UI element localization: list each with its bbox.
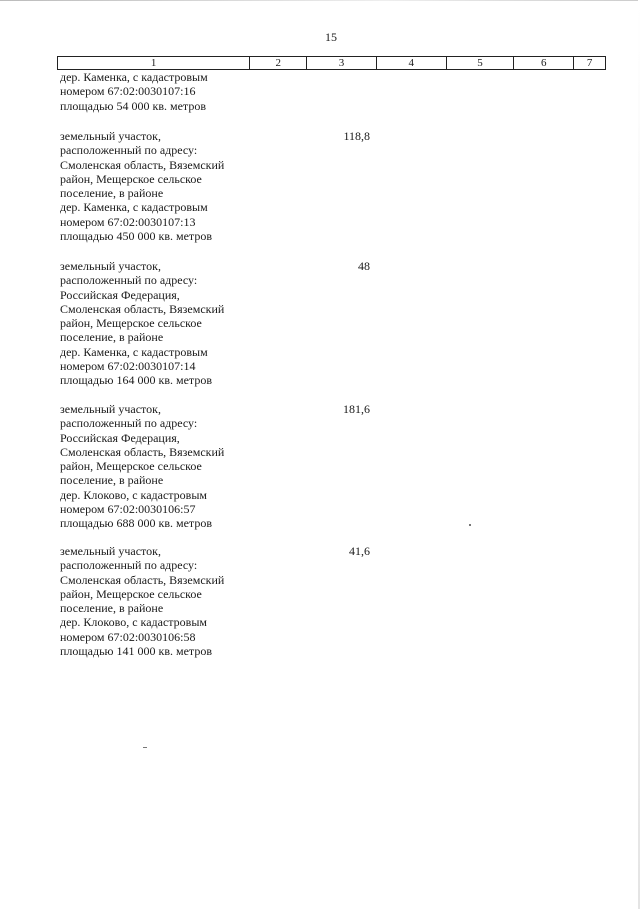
description-line: площадью 141 000 кв. метров: [60, 644, 212, 659]
description-line: дер. Каменка, с кадастровым: [60, 200, 208, 215]
land-plot-entry: [60, 544, 250, 658]
description-line: номером 67:02:0030107:13: [60, 214, 196, 229]
scan-speck: [143, 747, 147, 748]
scan-speck: [469, 524, 471, 526]
land-plot-entry: [60, 402, 250, 531]
description-line: поселение, в районе: [60, 473, 164, 488]
table-header-row: [57, 56, 606, 70]
description-line: расположенный по адресу:: [60, 273, 198, 288]
land-plot-value: 41,6: [349, 544, 370, 558]
page-number: 15: [325, 30, 337, 44]
description-line: расположенный по адресу:: [60, 143, 198, 158]
column-header-6: 6: [514, 57, 574, 69]
description-line: поселение, в районе: [60, 186, 164, 201]
column-header-5: 5: [447, 57, 515, 69]
column-header-2: 2: [250, 57, 307, 69]
description-line: площадью 450 000 кв. метров: [60, 229, 212, 244]
description-line: Смоленская область, Вяземский: [60, 572, 225, 587]
description-line: площадью 688 000 кв. метров: [60, 516, 212, 531]
description-line: дер. Каменка, с кадастровым: [60, 70, 208, 84]
column-header-7: 7: [586, 57, 593, 69]
description-line: номером 67:02:0030106:58: [60, 629, 196, 644]
description-line: поселение, в районе: [60, 330, 164, 345]
description-line: номером 67:02:0030107:14: [60, 359, 196, 374]
land-plot-value: 48: [358, 259, 370, 273]
column-header-4: 4: [377, 57, 447, 69]
continuation-entry: [60, 70, 250, 113]
description-line: Смоленская область, Вяземский: [60, 301, 225, 316]
description-line: Российская Федерация,: [60, 287, 180, 302]
description-line: номером 67:02:0030106:57: [60, 502, 196, 517]
land-plot-description: [60, 544, 250, 658]
description-line: номером 67:02:0030107:16: [60, 84, 196, 99]
description-line: дер. Каменка, с кадастровым: [60, 344, 208, 359]
description-line: Смоленская область, Вяземский: [60, 444, 225, 459]
land-plot-entry: [60, 129, 250, 243]
description-line: расположенный по адресу:: [60, 416, 198, 431]
description-line: дер. Клоково, с кадастровым: [60, 487, 207, 502]
description-line: поселение, в районе: [60, 601, 164, 616]
description-line: земельный участок,: [60, 259, 161, 273]
land-plot-value: 181,6: [343, 402, 370, 416]
description-line: район, Мещерское сельское: [60, 316, 202, 331]
land-plot-entry: [60, 259, 250, 388]
land-plot-description: [60, 402, 250, 531]
continuation-description: [60, 70, 250, 113]
description-line: земельный участок,: [60, 402, 161, 416]
description-line: расположенный по адресу:: [60, 558, 198, 573]
land-plot-description: [60, 129, 250, 243]
column-header-1: 1: [58, 57, 250, 69]
description-line: земельный участок,: [60, 544, 161, 558]
description-line: площадью 164 000 кв. метров: [60, 373, 212, 388]
description-line: дер. Клоково, с кадастровым: [60, 615, 207, 630]
description-line: площадью 54 000 кв. метров: [60, 98, 206, 113]
column-header-3: 3: [307, 57, 377, 69]
description-line: Российская Федерация,: [60, 430, 180, 445]
description-line: Смоленская область, Вяземский: [60, 157, 225, 172]
land-plot-description: [60, 259, 250, 388]
description-line: район, Мещерское сельское: [60, 171, 202, 186]
description-line: земельный участок,: [60, 129, 161, 143]
land-plot-value: 118,8: [343, 129, 370, 143]
description-line: район, Мещерское сельское: [60, 586, 202, 601]
description-line: район, Мещерское сельское: [60, 459, 202, 474]
scan-top-edge: [0, 0, 640, 1]
